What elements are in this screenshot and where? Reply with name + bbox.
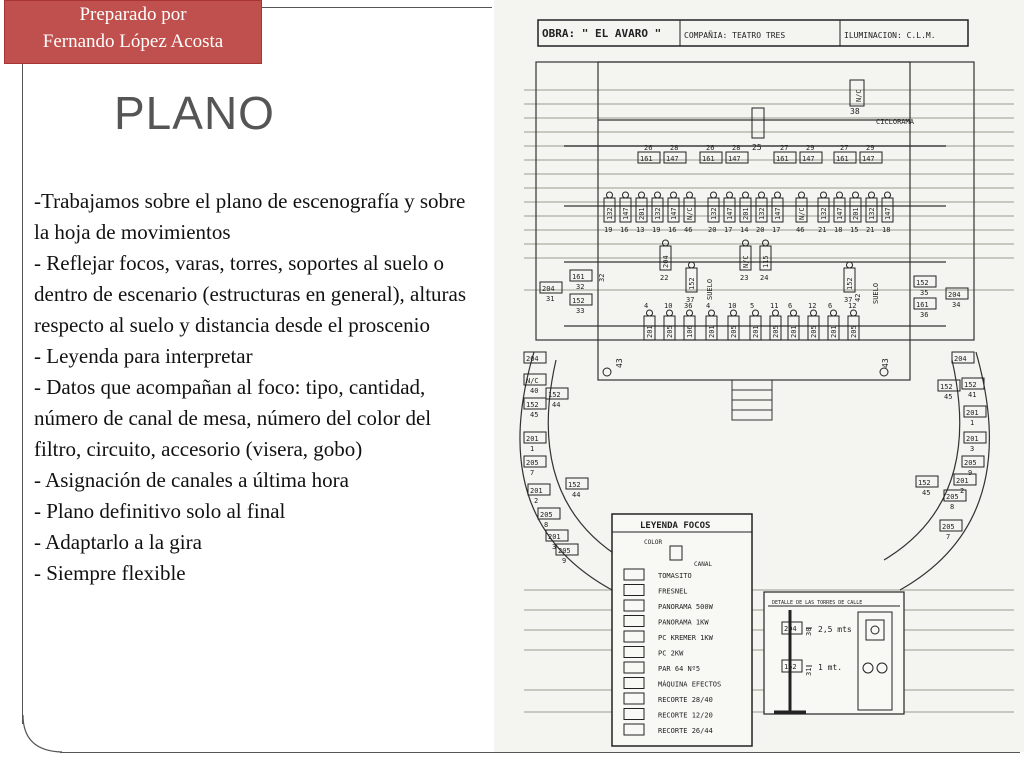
fixture-color-number: 147 [728, 155, 741, 163]
plan-header-compania: COMPAÑIA: TEATRO TRES [684, 31, 786, 40]
fixture-channel-number: 24 [760, 274, 769, 282]
fixture-row-4 [644, 302, 859, 340]
fixture-channel-number: 7 [946, 533, 951, 541]
legend-item-label: FRESNEL [658, 587, 688, 596]
bullet-item: - Siempre flexible [34, 561, 186, 585]
fixture-channel-number: 37 [844, 296, 853, 304]
stage-left-marker [603, 368, 611, 376]
tower-detail-box [764, 592, 904, 714]
fixture-color-number: 205 [540, 511, 553, 519]
legend-item-label: PC 2KW [658, 649, 684, 658]
fixture-lens [837, 192, 843, 198]
fixture-color-number: 204 [954, 355, 967, 363]
fixture-lens [821, 192, 827, 198]
fixture-lens [709, 310, 715, 316]
legend-item-label: MÁQUINA EFECTOS [658, 680, 722, 689]
legend-canal-label: CANAL [694, 561, 713, 568]
fixture-channel-number: 13 [636, 226, 645, 234]
legend-item-label: RECORTE 26/44 [658, 727, 713, 735]
fixture-color-number: 201 [526, 435, 539, 443]
legend-item-label: PAR 64 Nº5 [658, 665, 701, 673]
fixture-channel-number: 4 [706, 302, 711, 310]
fixture-color-number: 147 [670, 207, 678, 220]
fixture-color-number: 204 [948, 291, 961, 299]
bullet-item: - Reflejar focos, varas, torres, soportes al suelo o dentro de escenario (estructuras en general), alturas respecto al suelo y distancia desde el proscenio [34, 251, 467, 337]
top-nc-channel: 38 [850, 107, 860, 116]
fixture-channel-number: 6 [828, 302, 833, 310]
fixture-color-number: 161 [916, 301, 929, 309]
fixture-lens [743, 192, 749, 198]
fixture-color-number: 147 [622, 207, 630, 220]
fixture-color-number: 201 [966, 435, 979, 443]
fixture-channel-number: 28 [732, 144, 741, 152]
fixture-channel-number: 15 [850, 226, 859, 234]
tower-detail-color-b: 152 [784, 663, 797, 671]
slide-title: PLANO [114, 87, 275, 139]
fixture-lens [799, 192, 805, 198]
fixture-color-number: 205 [730, 325, 738, 338]
fixture-channel-number: 7 [530, 469, 535, 477]
fixture-channel-number: 3 [552, 543, 557, 551]
fixture-lens [831, 310, 837, 316]
fixture-color-number: 201 [708, 325, 716, 338]
lighting-plan-drawing [494, 0, 1024, 752]
tower-detail-height-b: 1 mt. [818, 663, 843, 672]
fixture-color-number: 147 [862, 155, 875, 163]
fixture-channel-number: 18 [882, 226, 891, 234]
fixture-channel-number: 28 [670, 144, 679, 152]
fixture-channel-number: 45 [944, 393, 953, 401]
fixture-channel-number: 21 [866, 226, 875, 234]
fixture-lens [731, 310, 737, 316]
lighting-plan-image [494, 0, 1024, 752]
fixture-lens [759, 192, 765, 198]
center-fixture-channel: 25 [752, 143, 762, 152]
fixture-lens [853, 192, 859, 198]
fixture-color-number: 205 [772, 325, 780, 338]
plan-header-obra: OBRA: " EL AVARO " [542, 27, 662, 40]
fixture-lens [607, 192, 613, 198]
fixture-color-number: 201 [852, 207, 860, 220]
fixture-channel-number: 17 [724, 226, 733, 234]
fixture-color-number: 205 [942, 523, 955, 531]
fixture-lens [623, 192, 629, 198]
fixture-color-number: 132 [654, 207, 662, 220]
legend-title: LEYENDA FOCOS [640, 521, 711, 531]
suelo-right-label: SUELO [872, 282, 880, 304]
fixture-color-number: 152 [572, 297, 585, 305]
fixture-arc-right [916, 352, 986, 541]
bullet-item: - Datos que acompañan al foco: tipo, cantidad, número de canal de mesa, número del color del filtro, circuito, accesorio (visera, gobo) [34, 375, 432, 461]
fixture-channel-number: 19 [652, 226, 661, 234]
fixture-color-number: 147 [802, 155, 815, 163]
fixture-color-number: 205 [526, 459, 539, 467]
fixture-color-number: 201 [742, 207, 750, 220]
fixture-arc-left [524, 352, 588, 565]
fixture-channel-number: 19 [604, 226, 613, 234]
fixture-channel-number: 26 [644, 144, 653, 152]
fixture-lens [639, 192, 645, 198]
fixture-channel-number: 21 [818, 226, 827, 234]
fixture-lens [811, 310, 817, 316]
fixture-color-number: 152 [916, 279, 929, 287]
fixture-channel-number: 45 [922, 489, 931, 497]
fixture-channel-number: 11 [770, 302, 779, 310]
fixture-lens [753, 310, 759, 316]
fixture-color-number: 132 [758, 207, 766, 220]
fixture-color-number: 106 [686, 325, 694, 338]
tower-detail-channel-a: 30 [805, 627, 813, 636]
fixture-channel-number: 41 [968, 391, 977, 399]
fixture-channel-number: 1 [970, 419, 975, 427]
fixture-channel-number: 10 [728, 302, 737, 310]
fixture-color-number: 201 [966, 409, 979, 417]
fixture-channel-number: 27 [780, 144, 789, 152]
fixture-color-number: 201 [830, 325, 838, 338]
stage-stairs [732, 380, 772, 420]
tower-detail-title: DETALLE DE LAS TORRES DE CALLE [772, 600, 863, 606]
fixture-channel-number: 5 [750, 302, 755, 310]
fixture-color-number: 204 [526, 355, 539, 363]
ciclorama-label: CICLORAMA [876, 118, 914, 126]
legend-item-label: PC KREMER 1KW [658, 634, 713, 642]
fixture-channel-number: 32 [598, 273, 606, 282]
legend-color-label: COLOR [644, 539, 663, 546]
fixture-color-number: 204 [662, 255, 670, 268]
fixture-color-number: 204 [542, 285, 555, 293]
fixture-channel-number: 33 [576, 307, 585, 315]
fixture-color-number: 147 [836, 207, 844, 220]
fixture-channel-number: 1 [530, 445, 535, 453]
fixture-lens [671, 192, 677, 198]
fixture-color-number: N/C [686, 207, 694, 220]
fixture-color-number: 205 [946, 493, 959, 501]
frame-bottom-line [60, 752, 1020, 753]
fixture-channel-number: 22 [660, 274, 669, 282]
fixture-color-number: 205 [810, 325, 818, 338]
fixture-channel-number: 6 [788, 302, 793, 310]
fixture-color-number: 152 [964, 381, 977, 389]
bullet-item: -Trabajamos sobre el plano de escenografía y sobre la hoja de movimientos [34, 189, 466, 244]
fixture-channel-number: 44 [552, 401, 561, 409]
fixture-color-number: 161 [836, 155, 849, 163]
fixture-channel-number: 4 [644, 302, 649, 310]
fixture-color-number: 132 [820, 207, 828, 220]
fixture-channel-number: 12 [848, 302, 857, 310]
fixture-color-number: 152 [526, 401, 539, 409]
fixture-color-number: 161 [776, 155, 789, 163]
legend-item-label: PANORAMA 1KW [658, 618, 709, 627]
fixture-color-number: 201 [530, 487, 543, 495]
fixture-lens [655, 192, 661, 198]
fixture-channel-number: 20 [756, 226, 765, 234]
fixture-channel-number: 2 [534, 497, 539, 505]
fixture-color-number: 205 [558, 547, 571, 555]
legend-item-label: PANORAMA 500W [658, 603, 713, 611]
fixture-row-2 [604, 192, 893, 234]
bullet-item: - Leyenda para interpretar [34, 344, 253, 368]
fixture-color-number: 132 [606, 207, 614, 220]
fixture-channel-number: 12 [808, 302, 817, 310]
fixture-channel-number: 18 [834, 226, 843, 234]
fixture-lens [773, 310, 779, 316]
fixture-color-number: 201 [638, 207, 646, 220]
tower-detail-color-a: 204 [784, 625, 797, 633]
fixture-channel-number: 46 [796, 226, 805, 234]
fixture-color-number: N/C [526, 377, 539, 385]
fixture-channel-number: 23 [740, 274, 749, 282]
stage-right-channel: 43 [881, 358, 890, 368]
fixture-channel-number: 20 [708, 226, 717, 234]
fixture-lens [667, 310, 673, 316]
fixture-channel-number: 9 [968, 469, 973, 477]
fixture-lens [869, 192, 875, 198]
fixture-lens [775, 192, 781, 198]
fixture-color-number: 205 [850, 325, 858, 338]
author-badge-line2: Fernando López Acosta [42, 31, 224, 52]
fixture-channel-number: 46 [684, 226, 693, 234]
fixture-lens [711, 192, 717, 198]
fixture-channel-number: 29 [806, 144, 815, 152]
fixture-color-number: 132 [710, 207, 718, 220]
stage-left-channel: 43 [615, 358, 624, 368]
fixture-lens [885, 192, 891, 198]
fixture-channel-number: 36 [684, 302, 693, 310]
fixture-channel-number: 32 [576, 283, 585, 291]
fixture-lens [687, 192, 693, 198]
plan-header-iluminacion: ILUMINACION: C.L.M. [844, 31, 936, 40]
author-badge-line1: Preparado por [79, 4, 187, 25]
fixture-color-number: 152 [918, 479, 931, 487]
fixture-channel-number: 16 [668, 226, 677, 234]
fixture-channel-number: 17 [772, 226, 781, 234]
fixture-channel-number: 3 [970, 445, 975, 453]
fixture-channel-number: 29 [866, 144, 875, 152]
fixture-channel-number: 44 [572, 491, 581, 499]
fixture-channel-number: 14 [740, 226, 749, 234]
stage-right-marker [880, 368, 888, 376]
fixture-lens [689, 262, 695, 268]
fixture-color-number: 201 [646, 325, 654, 338]
center-fixture [752, 108, 764, 138]
fixture-color-number: 161 [572, 273, 585, 281]
fixture-color-number: 147 [774, 207, 782, 220]
frame-left-line [22, 64, 23, 724]
fixture-color-number: 201 [752, 325, 760, 338]
fixture-color-number: 115 [762, 255, 770, 268]
fixture-color-number: 152 [568, 481, 581, 489]
fixture-channel-number: 10 [664, 302, 673, 310]
fixture-color-number: 132 [868, 207, 876, 220]
fixture-channel-number: 27 [840, 144, 849, 152]
fixture-color-number: 147 [884, 207, 892, 220]
tower-detail-channel-b: 31 [805, 667, 813, 676]
fixture-channel-number: 34 [952, 301, 961, 309]
fixture-channel-number: 36 [920, 311, 929, 319]
legend-item-label: RECORTE 12/20 [658, 711, 713, 720]
fixture-channel-number: 2 [960, 487, 965, 495]
suelo-left-label: SUELO [706, 278, 714, 300]
fixture-channel-number: 26 [706, 144, 715, 152]
fixture-color-number: N/C [742, 255, 750, 268]
fixture-color-number: 201 [790, 325, 798, 338]
fixture-channel-number: 9 [562, 557, 567, 565]
frame-corner [20, 715, 65, 755]
fixture-lens [727, 192, 733, 198]
fixture-channel-number: 45 [530, 411, 539, 419]
fixture-lens [791, 310, 797, 316]
fixture-channel-number: 16 [620, 226, 629, 234]
bullet-item: - Plano definitivo solo al final [34, 499, 286, 523]
fixture-color-number: 152 [688, 277, 696, 290]
fixture-lens [687, 310, 693, 316]
fixture-channel-number: 40 [530, 387, 539, 395]
fixture-color-number: 205 [964, 459, 977, 467]
fixture-color-number: 201 [548, 533, 561, 541]
fixture-channel-number: 42 [854, 293, 862, 302]
top-nc-label: N/C [855, 89, 863, 102]
fixture-color-number: N/C [798, 207, 806, 220]
frame-top-line [262, 7, 492, 8]
fixture-lens [647, 310, 653, 316]
bullet-item: - Asignación de canales a última hora [34, 468, 349, 492]
fixture-channel-number: 31 [546, 295, 555, 303]
fixture-lens [851, 310, 857, 316]
author-badge [4, 0, 262, 64]
fixture-color-number: 152 [548, 391, 561, 399]
fixture-color-number: 152 [940, 383, 953, 391]
fixture-color-number: 161 [640, 155, 653, 163]
fixture-color-number: 205 [666, 325, 674, 338]
fixture-color-number: 201 [956, 477, 969, 485]
legend-item-label: RECORTE 28/40 [658, 696, 713, 704]
bullet-item: - Adaptarlo a la gira [34, 530, 202, 554]
fixture-color-number: 161 [702, 155, 715, 163]
tower-detail-height-a: 2,5 mts [818, 625, 852, 634]
fixture-color-number: 147 [726, 207, 734, 220]
fixture-color-number: 152 [846, 277, 854, 290]
fixture-channel-number: 37 [686, 296, 695, 304]
fixture-channel-number: 8 [544, 521, 549, 529]
fixture-channel-number: 35 [920, 289, 929, 297]
fixture-channel-number: 8 [950, 503, 955, 511]
fixture-lens [847, 262, 853, 268]
slide-body [34, 186, 474, 589]
legend-item-label: TOMASITO [658, 572, 692, 580]
fixture-color-number: 147 [666, 155, 679, 163]
